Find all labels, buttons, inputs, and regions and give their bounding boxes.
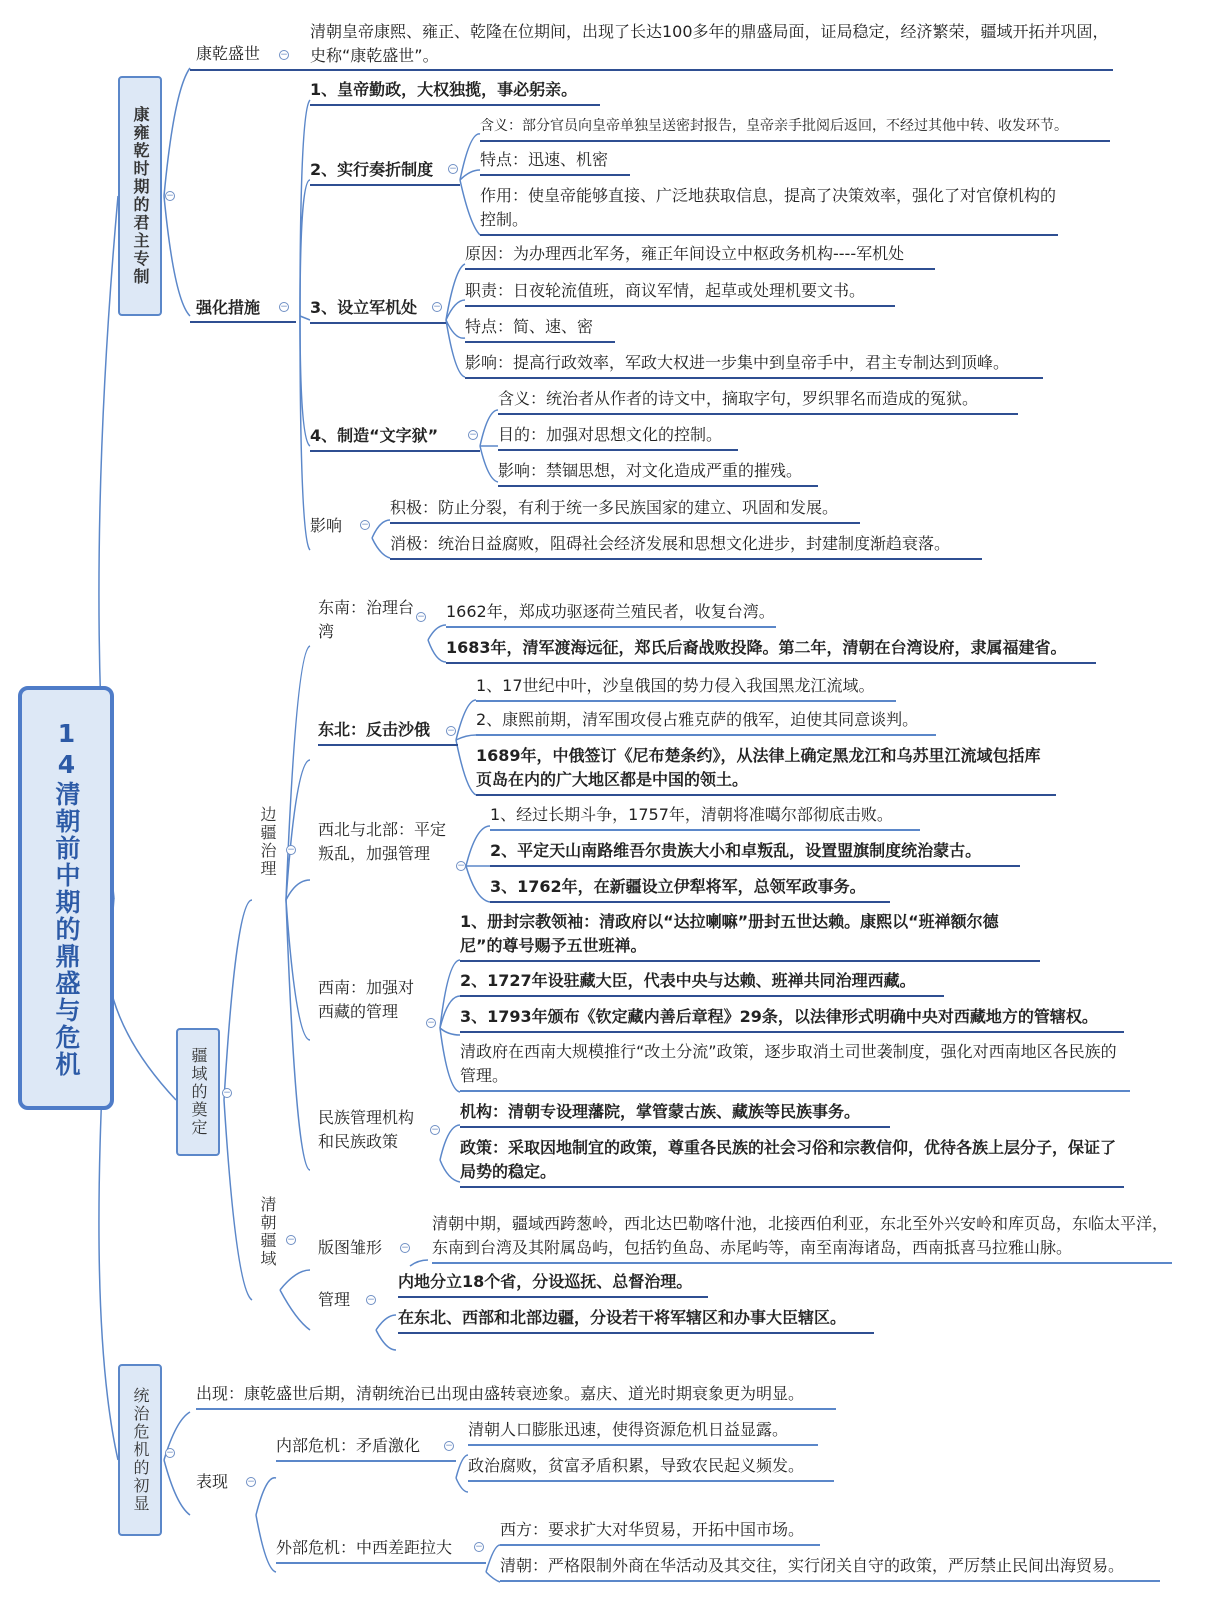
measure-2[interactable]: 2、实行奏折制度 — [310, 158, 460, 186]
measure-3-impact: 影响：提高行政效率，军政大权进一步集中到皇帝手中，君主专制达到顶峰。 — [465, 351, 1043, 379]
southeast-item-1: 1662年，郑成功驱逐荷兰殖民者，收复台湾。 — [446, 600, 776, 628]
measure-2-effect: 作用：使皇帝能够直接、广泛地获取信息，提高了决策效率，强化了对官僚机构的控制。 — [480, 184, 1058, 236]
measure-3-duty: 职责：日夜轮流值班，商议军情，起草或处理机要文书。 — [465, 279, 895, 307]
influence-positive: 积极：防止分裂，有利于统一多民族国家的建立、巩固和发展。 — [390, 496, 860, 524]
management-item-1: 内地分立18个省，分设巡抚、总督治理。 — [398, 1270, 708, 1298]
measure-4[interactable]: 4、制造“文字狱” — [310, 424, 480, 452]
topic-territory[interactable]: 疆域的奠定 — [176, 1028, 220, 1156]
northeast-item-3: 1689年，中俄签订《尼布楚条约》，从法律上确定黑龙江和乌苏里江流域包括库页岛在内的广大地区都是中国的领土。 — [476, 744, 1056, 796]
collapse-icon[interactable]: − — [367, 1295, 375, 1305]
ethnic-item-2: 政策：采取因地制宜的政策，尊重各民族的社会习俗和宗教信仰，优待各族上层分子，保证了局势的稳定。 — [460, 1136, 1124, 1188]
collapse-icon[interactable]: − — [287, 1235, 295, 1245]
measure-3-feature: 特点：简、速、密 — [465, 315, 615, 343]
ethnic-item-1: 机构：清朝专设理藩院，掌管蒙古族、藏族等民族事务。 — [460, 1100, 890, 1128]
node-kangqian-label[interactable]: 康乾盛世 — [196, 44, 261, 63]
collapse-icon[interactable]: − — [417, 612, 425, 622]
collapse-icon[interactable]: − — [427, 1018, 435, 1028]
southeast-item-2: 1683年，清军渡海远征，郑氏后裔战败投降。第二年，清朝在台湾设府，隶属福建省。 — [446, 636, 1096, 664]
northeast-item-2: 2、康熙前期，清军围攻侵占雅克萨的俄军，迫使其同意谈判。 — [476, 708, 936, 736]
collapse-icon[interactable]: − — [447, 726, 455, 736]
southwest-item-2: 2、1727年设驻藏大臣，代表中央与达赖、班禅共同治理西藏。 — [460, 969, 944, 997]
external-item-1: 西方：要求扩大对华贸易，开拓中国市场。 — [500, 1518, 820, 1546]
collapse-icon[interactable]: − — [431, 1125, 439, 1135]
southwest-item-1: 1、册封宗教领袖：清政府以“达拉喇嘛”册封五世达赖。康熙以“班禅额尔德尼”的尊号赐予五世班禅。 — [460, 910, 1040, 962]
collapse-icon[interactable]: − — [223, 1088, 231, 1098]
measure-4-purpose: 目的：加强对思想文化的控制。 — [498, 423, 738, 451]
measure-4-meaning: 含义：统治者从作者的诗文中，摘取字句，罗织罪名而造成的冤狱。 — [498, 387, 1018, 415]
collapse-icon[interactable]: − — [401, 1243, 409, 1253]
branch-internal-crisis[interactable]: 内部危机：矛盾激化 — [276, 1434, 456, 1462]
influence-negative: 消极：统治日益腐败，阻碍社会经济发展和思想文化进步，封建制度渐趋衰落。 — [390, 532, 982, 560]
branch-management[interactable]: 管理 — [318, 1290, 351, 1309]
external-item-2: 清朝：严格限制外商在华活动及其交往，实行闭关自守的政策，严厉禁止民间出海贸易。 — [500, 1554, 1160, 1582]
branch-southeast[interactable]: 东南：治理台湾 — [318, 598, 415, 641]
branch-territory-shape[interactable]: 版图雏形 — [318, 1238, 383, 1257]
branch-northwest[interactable]: 西北与北部：平定叛乱，加强管理 — [318, 820, 447, 863]
measure-4-impact: 影响：禁锢思想，对文化造成严重的摧残。 — [498, 459, 818, 487]
node-influence-label[interactable]: 影响 — [310, 516, 343, 535]
internal-item-1: 清朝人口膨胀迅速，使得资源危机日益显露。 — [468, 1418, 818, 1446]
northwest-item-1: 1、经过长期斗争，1757年，清朝将准噶尔部彻底击败。 — [490, 803, 920, 831]
collapse-icon[interactable]: − — [469, 430, 477, 440]
branch-external-crisis[interactable]: 外部危机：中西差距拉大 — [276, 1536, 486, 1564]
southwest-item-4: 清政府在西南大规模推行“改土分流”政策，逐步取消土司世袭制度，强化对西南地区各民族的管理。 — [460, 1040, 1130, 1092]
topic-crisis[interactable]: 统治危机的初显 — [118, 1364, 162, 1536]
measure-2-feature: 特点：迅速、机密 — [480, 148, 630, 176]
node-kangqian-text: 清朝皇帝康熙、雍正、乾隆在位期间，出现了长达100多年的鼎盛局面，证局稳定，经济繁荣，疆域开拓并巩固，史称“康乾盛世”。 — [310, 22, 1109, 65]
southwest-item-3: 3、1793年颁布《钦定藏内善后章程》29条，以法律形式明确中央对西藏地方的管辖权。 — [460, 1005, 1124, 1033]
node-strengthen-label[interactable]: 强化措施 — [196, 298, 261, 317]
collapse-icon[interactable]: − — [166, 1448, 174, 1458]
collapse-icon[interactable]: − — [280, 302, 288, 312]
branch-ethnic-policy[interactable]: 民族管理机构和民族政策 — [318, 1108, 415, 1151]
collapse-icon[interactable]: − — [166, 191, 174, 201]
node-manifestation-label[interactable]: 表现 — [196, 1472, 229, 1491]
node-qing-territory[interactable]: 清朝疆域 — [258, 1196, 277, 1268]
collapse-icon[interactable]: − — [475, 1542, 483, 1552]
branch-northeast[interactable]: 东北：反击沙俄 — [318, 718, 458, 746]
measure-1: 1、皇帝勤政，大权独揽，事必躬亲。 — [310, 78, 600, 106]
branch-southwest[interactable]: 西南：加强对西藏的管理 — [318, 978, 415, 1021]
territory-shape-text: 清朝中期，疆域西跨葱岭，西北达巴勒喀什池，北接西伯利亚，东北至外兴安岭和库页岛，东临太平洋，东南到台湾及其附属岛屿，包括钓鱼岛、赤尾屿等，南至南海诸岛，西南抵喜马拉雅山脉。 — [432, 1212, 1172, 1264]
node-frontier-governance[interactable]: 边疆治理 — [258, 806, 277, 878]
collapse-icon[interactable]: − — [445, 1441, 453, 1451]
measure-3[interactable]: 3、设立军机处 — [310, 296, 446, 324]
collapse-icon[interactable]: − — [361, 520, 369, 530]
management-item-2: 在东北、西部和北部边疆，分设若干将军辖区和办事大臣辖区。 — [398, 1306, 874, 1334]
northwest-item-3: 3、1762年，在新疆设立伊犁将军，总领军政事务。 — [490, 875, 890, 903]
measure-2-meaning: 含义：部分官员向皇帝单独呈送密封报告，皇帝亲手批阅后返回，不经过其他中转、收发环节。 — [480, 114, 1110, 142]
collapse-icon[interactable]: − — [457, 861, 465, 871]
collapse-icon[interactable]: − — [247, 1477, 255, 1487]
measure-3-reason: 原因：为办理西北军务，雍正年间设立中枢政务机构----军机处 — [465, 242, 935, 270]
topic-autocracy[interactable]: 康雍乾时期的君主专制 — [118, 76, 162, 316]
collapse-icon[interactable]: − — [449, 164, 457, 174]
collapse-icon[interactable]: − — [280, 50, 288, 60]
collapse-icon[interactable]: − — [433, 302, 441, 312]
northeast-item-1: 1、17世纪中叶，沙皇俄国的势力侵入我国黑龙江流域。 — [476, 674, 896, 702]
northwest-item-2: 2、平定天山南路维吾尔贵族大小和卓叛乱，设置盟旗制度统治蒙古。 — [490, 839, 1020, 867]
collapse-icon[interactable]: − — [287, 845, 295, 855]
root-topic[interactable]: 14清朝前中期的鼎盛与危机 — [18, 686, 114, 1110]
crisis-appearance: 出现：康乾盛世后期，清朝统治已出现由盛转衰迹象。嘉庆、道光时期衰象更为明显。 — [196, 1382, 836, 1410]
internal-item-2: 政治腐败，贫富矛盾积累，导致农民起义频发。 — [468, 1454, 834, 1482]
